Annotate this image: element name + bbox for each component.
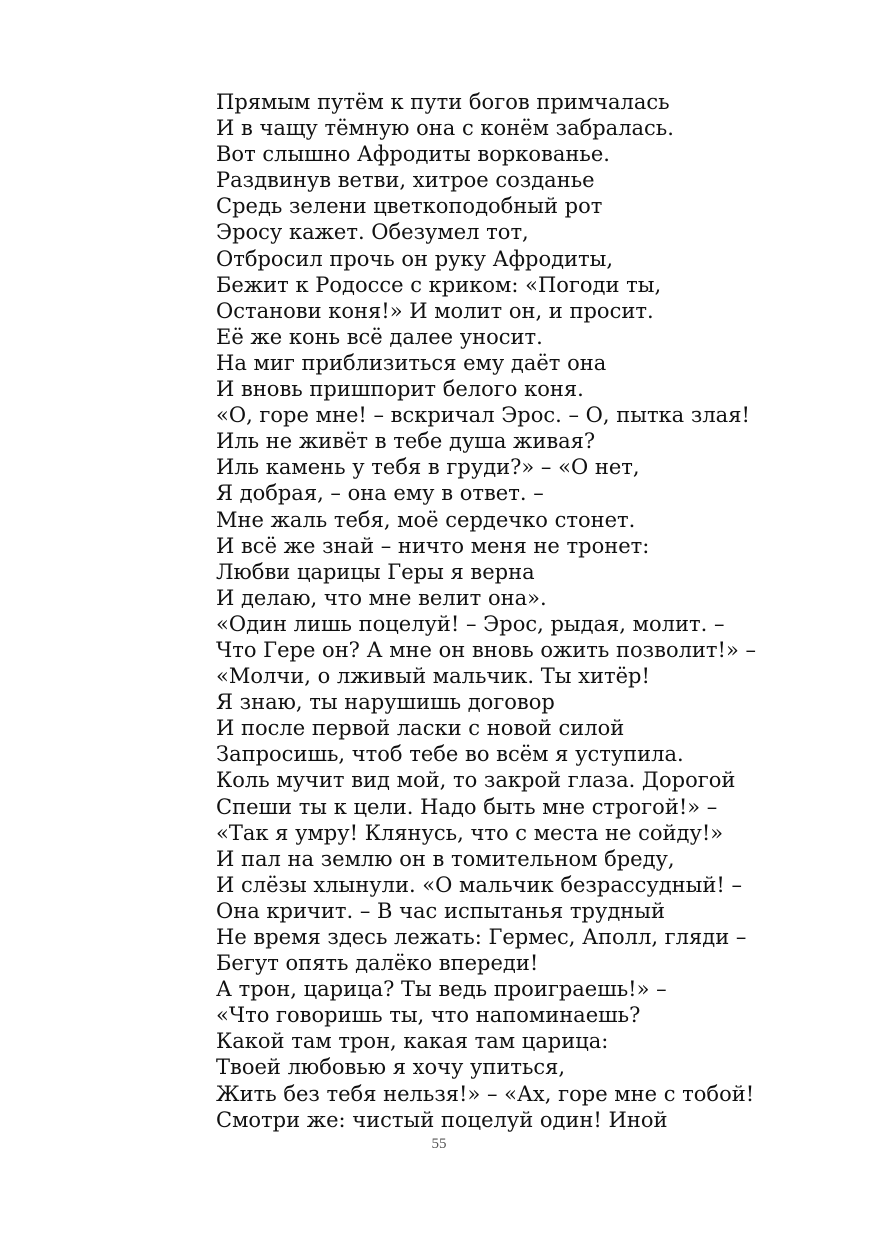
poem-line: Мне жаль тебя, моё сердечко стонет.: [216, 507, 636, 532]
poem-line: Вот слышно Афродиты воркованье.: [216, 142, 610, 167]
poem-line: Спеши ты к цели. Надо быть мне строгой!» –: [216, 794, 718, 819]
poem-line: «Молчи, о лживый мальчик. Ты хитёр!: [216, 664, 650, 689]
poem-line: И всё же знай – ничто меня не тронет:: [216, 533, 650, 558]
poem-line: Бегут опять далёко впереди!: [216, 951, 539, 976]
poem-line: Эросу кажет. Обезумел тот,: [216, 220, 529, 245]
poem-line: На миг приблизиться ему даёт она: [216, 350, 607, 375]
poem-line: Любви царицы Геры я верна: [216, 559, 535, 584]
poem-line: Отбросил прочь он руку Афродиты,: [216, 246, 614, 271]
poem-line: Средь зелени цветкоподобный рот: [216, 194, 603, 219]
poem-line: Иль не живёт в тебе душа живая?: [216, 429, 596, 454]
poem-line: Твоей любовью я хочу упиться,: [216, 1055, 566, 1080]
page-number: 55: [431, 1136, 447, 1152]
poem-line: Она кричит. – В час испытанья трудный: [216, 898, 665, 923]
poem-line: А трон, царица? Ты ведь проиграешь!» –: [216, 977, 667, 1002]
poem-line: Коль мучит вид мой, то закрой глаза. Дорогой: [216, 768, 736, 793]
poem-line: Прямым путём к пути богов примчалась: [216, 90, 670, 114]
poem-line: Иль камень у тебя в груди?» – «О нет,: [216, 455, 640, 480]
poem-line: Бежит к Родоссе с криком: «Погоди ты,: [216, 272, 662, 297]
poem-text: [216, 89, 756, 1133]
poem-line: И делаю, что мне велит она».: [216, 585, 547, 610]
poem-line: Смотри же: чистый поцелуй один! Иной: [216, 1107, 668, 1132]
poem-line: Жить без тебя нельзя!» – «Ах, горе мне с тобой!: [216, 1081, 755, 1106]
poem-line: «О, горе мне! – вскричал Эрос. – О, пытка злая!: [216, 403, 750, 428]
poem-line: Останови коня!» И молит он, и просит.: [216, 298, 654, 323]
poem-line: И в чащу тёмную она с конём забралась.: [216, 116, 674, 141]
poem-line: Её же конь всё далее уносит.: [216, 324, 543, 349]
poem-line: Какой там трон, какая там царица:: [216, 1029, 609, 1054]
poem-line: Запросишь, чтоб тебе во всём я уступила.: [216, 742, 684, 767]
poem-line: Раздвинув ветви, хитрое созданье: [216, 168, 595, 193]
poem-line: Я добрая, – она ему в ответ. –: [216, 481, 544, 506]
poem-line: «Так я умру! Клянусь, что с места не сойду!»: [216, 820, 724, 845]
poem-line: И слёзы хлынули. «О мальчик безрассудный! –: [216, 872, 742, 897]
poem-line: «Один лишь поцелуй! – Эрос, рыдая, молит. –: [216, 611, 725, 636]
poem-line: И вновь пришпорит белого коня.: [216, 377, 584, 402]
poem-line: Что Гере он? А мне он вновь ожить позволит!» –: [216, 637, 757, 662]
poem-line: И пал на землю он в томительном бреду,: [216, 846, 675, 871]
poem-line: Не время здесь лежать: Гермес, Аполл, гляди –: [216, 925, 747, 949]
poem-line: Я знаю, ты нарушишь договор: [216, 690, 555, 715]
poem-line: «Что говоришь ты, что напоминаешь?: [216, 1003, 641, 1028]
poem-line: И после первой ласки с новой силой: [216, 716, 625, 741]
